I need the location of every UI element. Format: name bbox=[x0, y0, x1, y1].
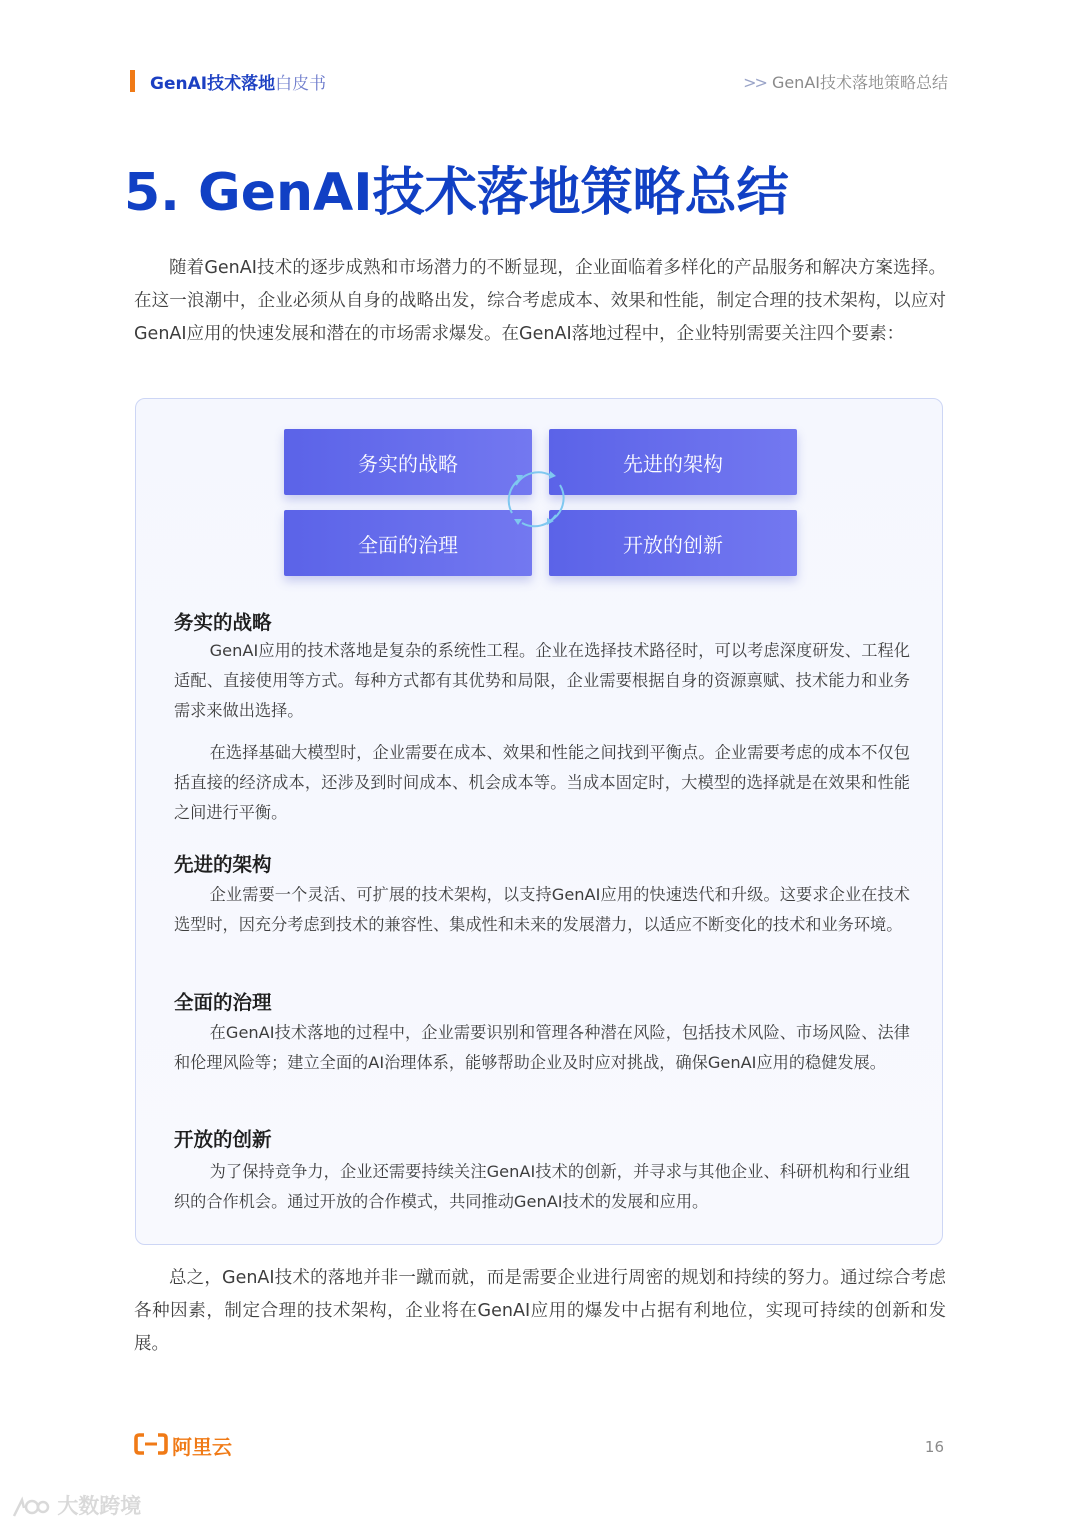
watermark bbox=[10, 1490, 141, 1520]
quadrant-comprehensive-governance: 全面的治理 bbox=[284, 510, 532, 576]
header-doc-title bbox=[150, 69, 326, 94]
page-title: 5. GenAI技术落地策略总结 bbox=[124, 163, 789, 223]
conclusion-paragraph: 总之，GenAI技术的落地并非一蹴而就，而是需要企业进行周密的规划和持续的努力。通过综合考虑各种因素，制定合理的技术架构，企业将在GenAI应用的爆发中占据有利地位，实现可持续的创新和发展。 bbox=[134, 1268, 946, 1354]
section-title-strategy: 务实的战略 bbox=[174, 611, 272, 634]
chevron-right-icon: >> bbox=[743, 73, 766, 92]
header-doc-title-light: 白皮书 bbox=[275, 74, 327, 94]
aliyun-logo-text: 阿里云 bbox=[172, 1435, 232, 1459]
page-header bbox=[0, 68, 1080, 94]
section-text-architecture: 企业需要一个灵活、可扩展的技术架构，以支持GenAI应用的快速迭代和升级。这要求企业在技术选型时，因充分考虑到技术的兼容性、集成性和未来的发展潜力，以适应不断变化的技术和业务环境。 bbox=[174, 885, 910, 934]
header-section-label: GenAI技术落地策略总结 bbox=[771, 73, 948, 92]
header-accent-bar bbox=[130, 70, 135, 92]
watermark-logo-icon bbox=[10, 1494, 50, 1520]
watermark-text: 大数跨境 bbox=[57, 1494, 142, 1518]
aliyun-logo bbox=[134, 1432, 232, 1459]
section-text-innovation: 为了保持竞争力，企业还需要持续关注GenAI技术的创新，并寻求与其他企业、科研机构和行业组织的合作机会。通过开放的合作模式，共同推动GenAI技术的发展和应用。 bbox=[174, 1162, 910, 1211]
strategy-panel bbox=[135, 398, 943, 1245]
header-doc-title-bold: GenAI技术落地 bbox=[150, 74, 276, 94]
quadrant-advanced-architecture: 先进的架构 bbox=[549, 429, 797, 495]
section-title-architecture: 先进的架构 bbox=[174, 853, 272, 876]
intro-paragraph: 随着GenAI技术的逐步成熟和市场潜力的不断显现，企业面临着多样化的产品服务和解决方案选择。在这一浪潮中，企业必须从自身的战略出发，综合考虑成本、效果和性能，制定合理的技术架构，以应对GenAI应用的快速发展和潜在的市场需求爆发。在GenAI落地过程中，企业特别需要关注四个要素： bbox=[134, 258, 946, 344]
quadrant-pragmatic-strategy: 务实的战略 bbox=[284, 429, 532, 495]
cycle-arrows-icon bbox=[502, 465, 570, 533]
section-title-governance: 全面的治理 bbox=[174, 991, 272, 1014]
section-text-strategy-2: 在选择基础大模型时，企业需要在成本、效果和性能之间找到平衡点。企业需要考虑的成本不仅包括直接的经济成本，还涉及到时间成本、机会成本等。当成本固定时，大模型的选择就是在效果和性能之间进行平衡。 bbox=[174, 743, 910, 822]
header-section bbox=[743, 70, 948, 93]
aliyun-logo-icon bbox=[134, 1432, 168, 1456]
section-text-governance: 在GenAI技术落地的过程中，企业需要识别和管理各种潜在风险，包括技术风险、市场风险、法律和伦理风险等；建立全面的AI治理体系，能够帮助企业及时应对挑战，确保GenAI应用的稳健发展。 bbox=[174, 1023, 910, 1072]
section-title-innovation: 开放的创新 bbox=[174, 1128, 272, 1151]
quadrant-open-innovation: 开放的创新 bbox=[549, 510, 797, 576]
page-number: 16 bbox=[924, 1438, 944, 1456]
section-text-strategy-1: GenAI应用的技术落地是复杂的系统性工程。企业在选择技术路径时，可以考虑深度研发、工程化适配、直接使用等方式。每种方式都有其优势和局限，企业需要根据自身的资源禀赋、技术能力和业务需求来做出选择。 bbox=[174, 641, 910, 720]
